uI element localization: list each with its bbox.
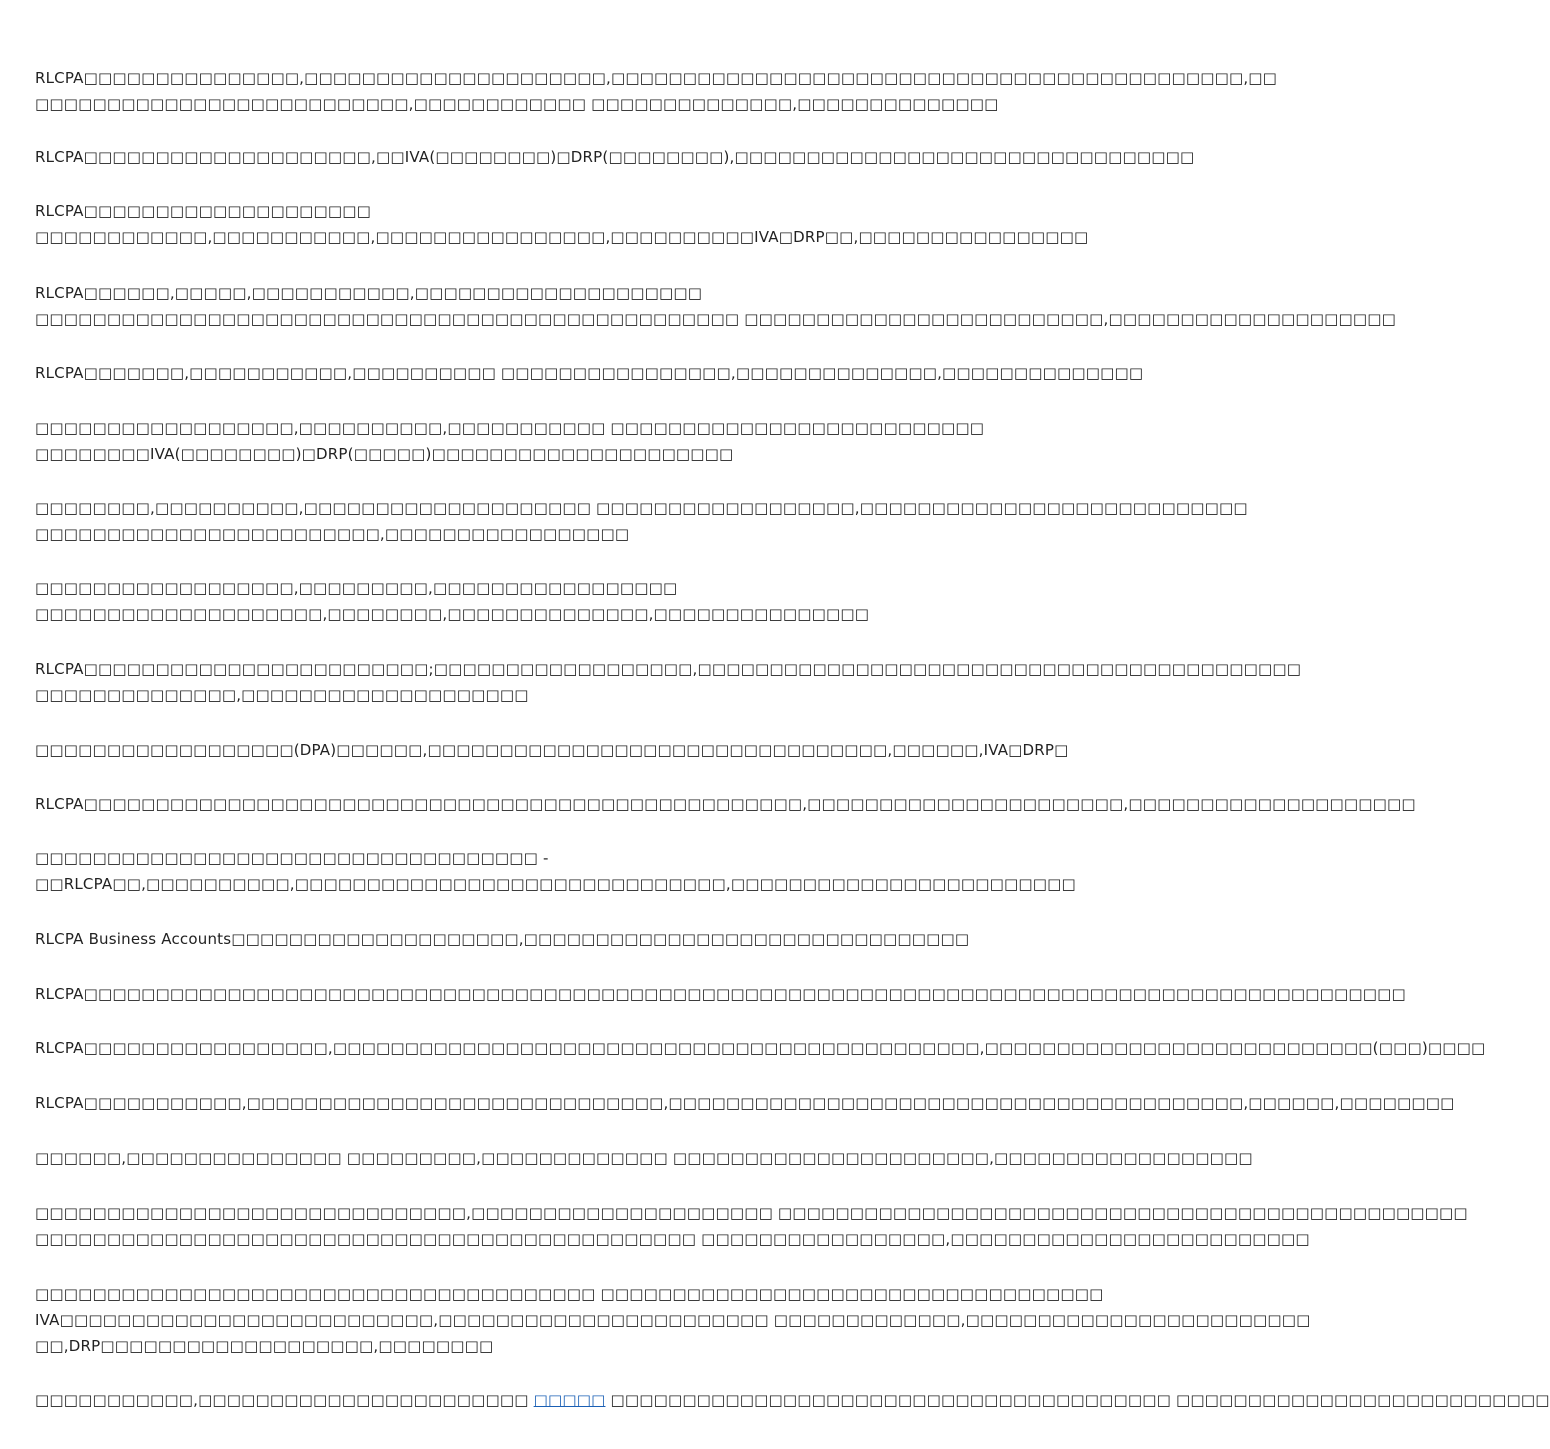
paragraph-15 — [35, 1035, 1486, 1061]
text-line: □□□□□□□□□□□□□□,□□□□□□□□□□□□□□□□□□□□ — [35, 686, 529, 704]
inline-link[interactable]: □□□□□ — [533, 1391, 606, 1409]
text-line: □□□□□□□□□□□□□□□□□□□□□□□□□□,□□□□□□□□□□□□ □□□□□□□□□□□□□□,□□□□□□□□□□□□□□ — [35, 95, 999, 113]
text-line: RLCPA Business Accounts□□□□□□□□□□□□□□□□□□□□,□□□□□□□□□□□□□□□□□□□□□□□□□□□□□□□ — [35, 930, 970, 948]
paragraph-17 — [35, 1145, 1253, 1171]
paragraph-7 — [35, 495, 1248, 547]
paragraph-6 — [35, 415, 990, 467]
text-line: □□□□□□,□□□□□□□□□□□□□□□ □□□□□□□□□,□□□□□□□□□□□□□ □□□□□□□□□□□□□□□□□□□□□□,□□□□□□□□□□□□□□□□□□ — [35, 1149, 1253, 1167]
paragraph-9 — [35, 656, 1302, 708]
paragraph-8 — [35, 575, 990, 627]
paragraph-11 — [35, 791, 1416, 817]
paragraph-18 — [35, 1200, 1468, 1252]
text-line: RLCPA□□□□□□□□□□□□□□□□□,□□□□□□□□□□□□□□□□□□□□□□□□□□□□□□□□□□□□□□□□□□□□□,□□□□□□□□□□□□□□□□□□□□□□□□□□□(□□□)□□□□ — [35, 1039, 1486, 1057]
text-line: □□□□□□□□□□□□,□□□□□□□□□□□,□□□□□□□□□□□□□□□□,□□□□□□□□□□IVA□DRP□□,□□□□□□□□□□□□□□□□ — [35, 228, 1089, 246]
text-line: □□□□□□□□□□□□□□□□□□□□□□□□□□□□□□□□□□□□□□□ □□□□□□□□□□□□□□□□□□□□□□□□□□□□□□□□□□□ — [35, 1285, 1104, 1303]
text-line: □□□□□□□□,□□□□□□□□□□,□□□□□□□□□□□□□□□□□□□□ □□□□□□□□□□□□□□□□□□,□□□□□□□□□□□□□□□□□□□□□□□□□□□ — [35, 499, 1248, 517]
document-page — [35, 0, 1550, 1449]
paragraph-19 — [35, 1281, 1311, 1359]
text-line: □□□□□□□□□□□□□□□□□□□□□□□□□□□□□□□□□□□□□□□□□□□□□□ □□□□□□□□□□□□□□□□□,□□□□□□□□□□□□□□□□□□□□□□□□□ — [35, 1230, 1310, 1248]
paragraph-20 — [35, 1387, 1550, 1413]
paragraph-5 — [35, 360, 1144, 386]
text-line: RLCPA□□□□□□□□□□□□□□□□□□□□□□□□;□□□□□□□□□□□□□□□□□□,□□□□□□□□□□□□□□□□□□□□□□□□□□□□□□□□□□□□□□□□□□ — [35, 660, 1302, 678]
text-line: □□□□□□□□□□□□□□□□□□,□□□□□□□□□,□□□□□□□□□□□□□□□□□ — [35, 579, 678, 597]
text-line: □□□□□□□□□□□□□□□□□□□□□□□□□□□□□□,□□□□□□□□□□□□□□□□□□□□□ □□□□□□□□□□□□□□□□□□□□□□□□□□□□□□□□□□□□□□□□□□□□□□□□ — [35, 1204, 1468, 1222]
text-line: □□□□□□□□□□□□□□□□□□,□□□□□□□□□□,□□□□□□□□□□□ □□□□□□□□□□□□□□□□□□□□□□□□□□ — [35, 419, 985, 437]
paragraph-10 — [35, 737, 1069, 763]
text-line: RLCPA□□□□□□□□□□□□□□□□□□□□□□□□□□□□□□□□□□□□□□□□□□□□□□□□□□,□□□□□□□□□□□□□□□□□□□□□□,□□□□□□□□□□□□□□□□□□□□ — [35, 795, 1416, 813]
paragraph-1 — [35, 65, 1278, 117]
text-line: RLCPA□□□□□□□□□□□□□□□,□□□□□□□□□□□□□□□□□□□□□,□□□□□□□□□□□□□□□□□□□□□□□□□□□□□□□□□□□□□□□□□□□□,□□ — [35, 69, 1278, 87]
text-line: □□□□□□□□□□□□□□□□□□□□□□□□□□□□□□□□□□□ - — [35, 849, 549, 867]
text-line: □□□□□□□□□□□□□□□□□□□□□□□□□□□□□□□□□□□□□□□□□□□□□□□□□ □□□□□□□□□□□□□□□□□□□□□□□□□,□□□□□□□□□□□□□□□□□□□□ — [35, 310, 1396, 328]
text-line: RLCPA□□□□□□,□□□□□,□□□□□□□□□□□,□□□□□□□□□□□□□□□□□□□□ — [35, 284, 703, 302]
text-line: □□□□□□□□IVA(□□□□□□□□)□DRP(□□□□□)□□□□□□□□□□□□□□□□□□□□□ — [35, 445, 734, 463]
text-before-link: □□□□□□□□□□□,□□□□□□□□□□□□□□□□□□□□□□□ — [35, 1391, 534, 1409]
text-line: □□□□□□□□□□□□□□□□□□□□□□□□,□□□□□□□□□□□□□□□□□ — [35, 525, 630, 543]
paragraph-14 — [35, 981, 1406, 1007]
paragraph-13 — [35, 926, 990, 952]
text-line: RLCPA□□□□□□□,□□□□□□□□□□□,□□□□□□□□□□ □□□□□□□□□□□□□□□□,□□□□□□□□□□□□□□,□□□□□□□□□□□□□□ — [35, 364, 1144, 382]
paragraph-4 — [35, 280, 1396, 332]
paragraph-2 — [35, 144, 1195, 170]
text-line: □□□□□□□□□□□□□□□□□□(DPA)□□□□□□,□□□□□□□□□□□□□□□□□□□□□□□□□□□□□□□□,□□□□□□,IVA□DRP□ — [35, 741, 1069, 759]
text-line: □□□□□□□□□□□□□□□□□□□□,□□□□□□□□,□□□□□□□□□□□□□□,□□□□□□□□□□□□□□□ — [35, 605, 870, 623]
paragraph-16 — [35, 1090, 1455, 1116]
paragraph-3 — [35, 198, 1089, 250]
text-line: □□,DRP□□□□□□□□□□□□□□□□□□□,□□□□□□□□ — [35, 1337, 494, 1355]
paragraph-12 — [35, 845, 1076, 897]
text-line: RLCPA□□□□□□□□□□□□□□□□□□□□ — [35, 202, 372, 220]
text-line — [35, 1387, 1550, 1413]
text-line: IVA□□□□□□□□□□□□□□□□□□□□□□□□□□,□□□□□□□□□□□□□□□□□□□□□□□ □□□□□□□□□□□□□,□□□□□□□□□□□□□□□□□□□□□□□□ — [35, 1311, 1311, 1329]
text-after-link: □□□□□□□□□□□□□□□□□□□□□□□□□□□□□□□□□□□□□□□ □□□□□□□□□□□□□□□□□□□□□□□□□□ — [605, 1391, 1550, 1409]
text-line: RLCPA□□□□□□□□□□□□□□□□□□□□□□□□□□□□□□□□□□□□□□□□□□□□□□□□□□□□□□□□□□□□□□□□□□□□□□□□□□□□□□□□□□□□□□□□□□□□ — [35, 985, 1406, 1003]
text-line: RLCPA□□□□□□□□□□□□□□□□□□□□,□□IVA(□□□□□□□□)□DRP(□□□□□□□□),□□□□□□□□□□□□□□□□□□□□□□□□□□□□□□□□ — [35, 148, 1195, 166]
text-line: RLCPA□□□□□□□□□□□,□□□□□□□□□□□□□□□□□□□□□□□□□□□□□,□□□□□□□□□□□□□□□□□□□□□□□□□□□□□□□□□□□□□□□□,□□□□□□,□□□□□□□□ — [35, 1094, 1455, 1112]
text-line: □□RLCPA□□,□□□□□□□□□□,□□□□□□□□□□□□□□□□□□□□□□□□□□□□□□,□□□□□□□□□□□□□□□□□□□□□□□□ — [35, 875, 1076, 893]
